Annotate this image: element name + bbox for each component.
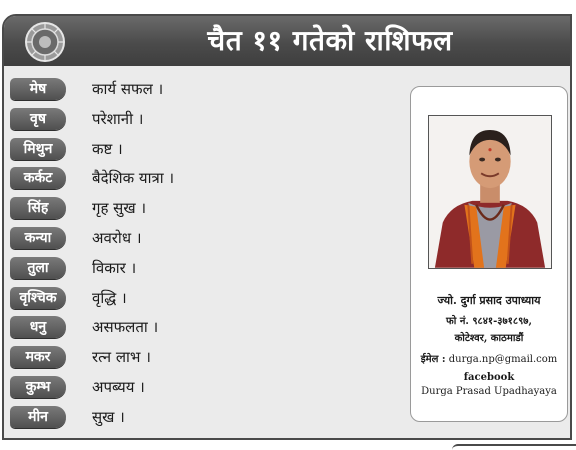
prediction-text: बैदेशिक यात्रा । xyxy=(92,169,175,187)
zodiac-sign-badge: धनु xyxy=(10,316,66,338)
horoscope-row xyxy=(4,106,404,136)
horoscope-row xyxy=(4,225,404,255)
astrologer-name: ज्यो. दुर्गा प्रसाद उपाध्याय xyxy=(437,294,541,307)
zodiac-sign-badge: कन्या xyxy=(10,227,66,249)
astrologer-address: कोटेश्वर, काठमाडौं xyxy=(454,333,524,344)
prediction-text: परेशानी । xyxy=(92,110,144,128)
horoscope-row xyxy=(4,165,404,195)
email-label: ईमेल : xyxy=(420,354,446,365)
astrologer-phone: फो नं. ९८४१-३७१८९७, xyxy=(446,316,532,327)
zodiac-wheel-icon xyxy=(24,21,66,63)
zodiac-sign-badge: कर्कट xyxy=(10,167,66,189)
zodiac-sign-badge: सिंह xyxy=(10,197,66,219)
prediction-text: विकार । xyxy=(92,259,137,277)
horoscope-row xyxy=(4,76,404,106)
facebook-label: facebook xyxy=(463,372,515,383)
prediction-text: कष्ट । xyxy=(92,140,123,158)
facebook-name[interactable]: Durga Prasad Upadhayaya xyxy=(421,386,557,397)
zodiac-sign-badge: मेष xyxy=(10,78,66,100)
prediction-text: सुख । xyxy=(92,408,125,426)
horoscope-row xyxy=(4,344,404,374)
horoscope-panel xyxy=(2,14,572,440)
astrologer-email[interactable]: durga.np@gmail.com xyxy=(448,354,558,365)
prediction-text: वृद्धि । xyxy=(92,289,127,307)
prediction-text: अवरोध । xyxy=(92,229,142,247)
prediction-text: कार्य सफल । xyxy=(92,80,164,98)
astrologer-photo xyxy=(428,115,552,269)
horoscope-row xyxy=(4,404,404,434)
horoscope-row xyxy=(4,285,404,315)
next-panel-edge xyxy=(452,444,576,450)
zodiac-sign-badge: कुम्भ xyxy=(10,376,66,398)
zodiac-sign-badge: वृष xyxy=(10,108,66,130)
horoscope-row xyxy=(4,374,404,404)
prediction-text: रत्न लाभ । xyxy=(92,348,151,366)
header-bar xyxy=(4,16,570,66)
zodiac-sign-badge: मिथुन xyxy=(10,138,66,160)
prediction-text: गृह सुख । xyxy=(92,199,147,217)
prediction-text: असफलता । xyxy=(92,318,159,336)
horoscope-row xyxy=(4,314,404,344)
zodiac-sign-badge: वृश्चिक xyxy=(10,287,66,309)
astrologer-email-line xyxy=(415,351,563,365)
prediction-text: अपब्यय । xyxy=(92,378,145,396)
astrologer-card xyxy=(410,86,568,422)
horoscope-row xyxy=(4,255,404,285)
page-title: चैत ११ गतेको राशिफल xyxy=(207,24,453,57)
zodiac-sign-badge: तुला xyxy=(10,257,66,279)
zodiac-sign-badge: मीन xyxy=(10,406,66,428)
horoscope-row xyxy=(4,136,404,166)
horoscope-row xyxy=(4,195,404,225)
zodiac-sign-badge: मकर xyxy=(10,346,66,368)
